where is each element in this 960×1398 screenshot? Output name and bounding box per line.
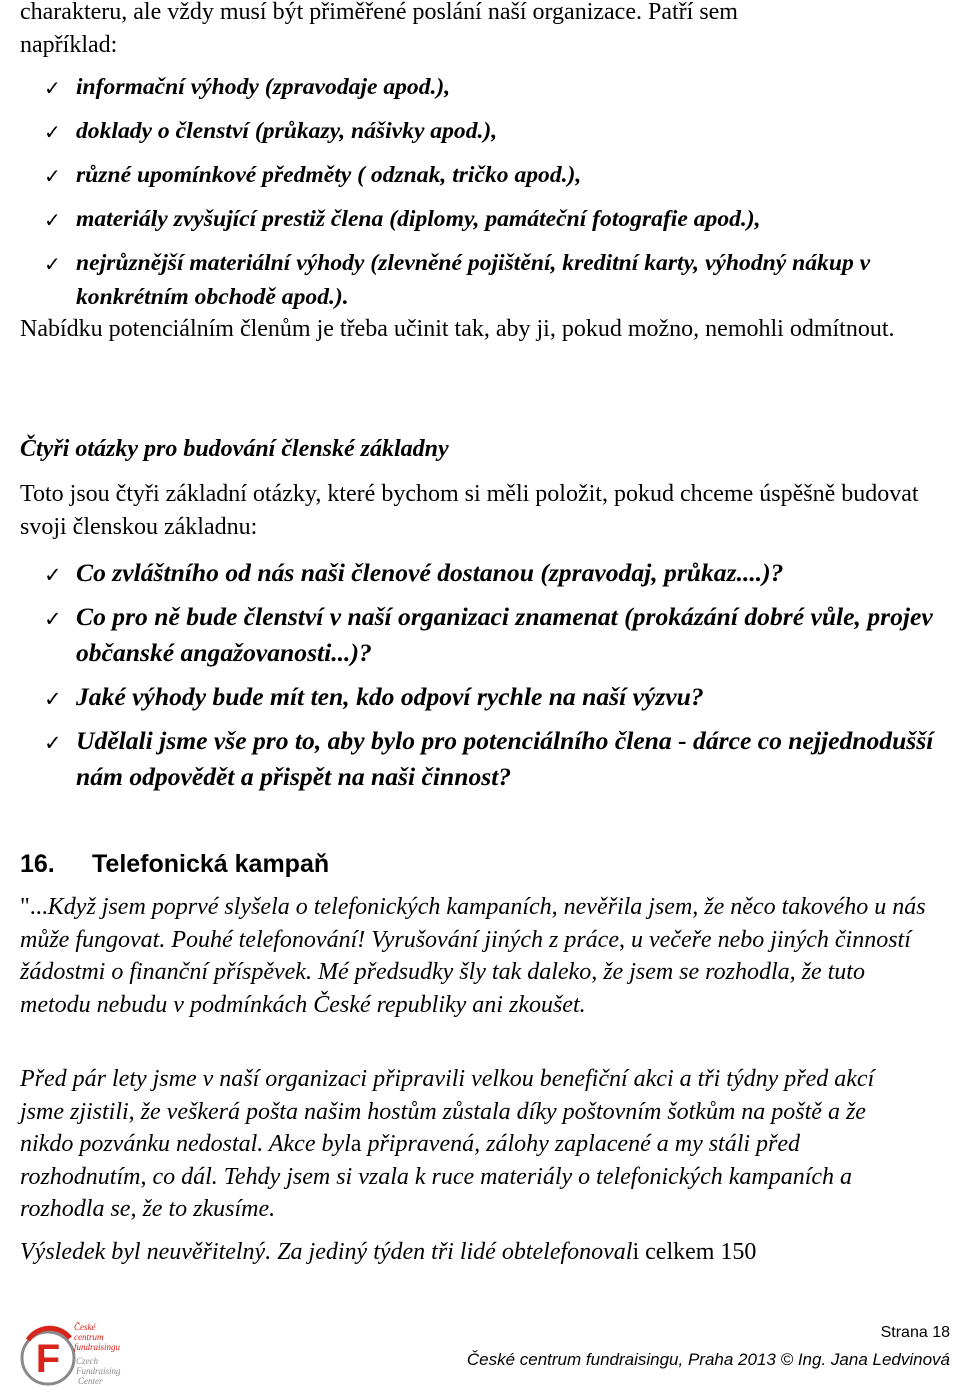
benefit-text: různé upomínkové předměty ( odznak, tričko apod.), bbox=[76, 162, 582, 188]
list-item bbox=[20, 679, 950, 715]
questions-list bbox=[20, 555, 950, 795]
story-p2-text-b: a bbox=[350, 1131, 362, 1157]
questions-intro: Toto jsou čtyři základní otázky, které bychom si měli položit, pokud chceme úspěšně budovat svoji členskou základnu: bbox=[20, 481, 919, 540]
benefits-list bbox=[20, 70, 950, 314]
page-number: Strana 18 bbox=[880, 1324, 950, 1341]
organization-logo bbox=[18, 1314, 128, 1394]
question-text: Jaké výhody bude mít ten, kdo odpoví rychle na naší výzvu? bbox=[76, 682, 704, 711]
check-icon: ✓ bbox=[44, 208, 61, 232]
logo-letter: F bbox=[35, 1337, 61, 1381]
section-heading bbox=[20, 850, 329, 879]
check-icon: ✓ bbox=[44, 563, 62, 587]
story-p1-text: Když jsem poprvé slyšela o telefonických kampaních, nevěřila jsem, že něco takového u nás může fungovat. Pouhé telefonování! Vyrušování jiných z práce, u večeře nebo jiných činností žádostmi o finanční příspěvek. Mé předsudky šly tak daleko, že jsem se rozhodla, že tuto metodu nebudu v podmínkách České republiky ani zkoušet. bbox=[20, 894, 926, 1018]
list-item bbox=[20, 555, 950, 591]
benefit-text: materiály zvyšující prestiž člena (diplomy, památeční fotografie apod.), bbox=[76, 206, 761, 232]
benefit-text: doklady o členství (průkazy, nášivky apod.), bbox=[76, 118, 498, 144]
list-item bbox=[20, 70, 950, 114]
offer-paragraph: Nabídku potenciálním členům je třeba učinit tak, aby ji, pokud možno, nemohli odmítnout. bbox=[20, 316, 895, 342]
check-icon: ✓ bbox=[44, 687, 62, 711]
footer-credit: České centrum fundraisingu, Praha 2013 © Ing. Jana Ledvinová bbox=[466, 1350, 950, 1369]
check-icon: ✓ bbox=[44, 252, 61, 276]
logo-line: Czech bbox=[76, 1356, 98, 1366]
story-p2-text-c: připravená, zálohy zaplacené a my stáli před rozhodnutím, co dál. Tehdy jsem si vzala k ruce materiály o telefonických kampaních a rozhodla se, že to zkusíme. bbox=[20, 1131, 853, 1222]
logo-line: fundraisingu bbox=[74, 1342, 121, 1352]
logo-line: Fundraising bbox=[76, 1366, 121, 1376]
intro-line-2: například: bbox=[20, 31, 118, 58]
check-icon: ✓ bbox=[44, 76, 61, 100]
check-icon: ✓ bbox=[44, 607, 62, 631]
benefit-text: nejrůznější materiální výhody (zlevněné pojištění, kreditní karty, výhodný nákup v konkrétním obchodě apod.). bbox=[76, 250, 871, 310]
list-item bbox=[20, 202, 950, 246]
logo-line: centrum bbox=[74, 1332, 104, 1342]
check-icon: ✓ bbox=[44, 120, 61, 144]
section-title: Telefonická kampaň bbox=[92, 850, 330, 878]
story-paragraph-1 bbox=[20, 891, 940, 1021]
benefit-text: informační výhody (zpravodaje apod.), bbox=[76, 74, 451, 100]
intro-paragraph bbox=[20, 0, 738, 61]
check-icon: ✓ bbox=[44, 731, 62, 755]
list-item bbox=[20, 599, 950, 671]
check-icon: ✓ bbox=[44, 164, 61, 188]
story-p3-text-a: Výsledek byl neuvěřitelný. Za jediný týden tři lidé obtelefonoval bbox=[20, 1239, 633, 1265]
story-paragraph-2 bbox=[20, 1063, 920, 1226]
section-number: 16. bbox=[20, 850, 55, 878]
page-footer bbox=[0, 1310, 960, 1398]
list-item bbox=[20, 114, 950, 158]
list-item bbox=[20, 723, 950, 795]
logo-line: České bbox=[74, 1322, 96, 1332]
story-p2-text-a: Před pár lety jsme v naší organizaci připravili velkou benefiční akci a tři týdny před akcí jsme zjistili, že veškerá pošta našim hostům zůstala díky poštovním šotkům na poště a že nikdo pozvánku nedostal. Akce byl bbox=[20, 1066, 875, 1157]
story-paragraph-3 bbox=[20, 1236, 940, 1269]
question-text: Co pro ně bude členství v naší organizaci znamenat (prokázání dobré vůle, projev občanské angažovanosti...)? bbox=[76, 602, 933, 667]
list-item bbox=[20, 158, 950, 202]
question-text: Co zvláštního od nás naši členové dostanou (zpravodaj, průkaz....)? bbox=[76, 558, 784, 587]
story-quote-open: "... bbox=[20, 894, 48, 920]
logo-line: Center bbox=[78, 1376, 103, 1386]
list-item bbox=[20, 246, 950, 314]
story-p3-text-b: i celkem 150 bbox=[632, 1239, 757, 1265]
intro-line-1: charakteru, ale vždy musí být přiměřené poslání naší organizace. Patří sem bbox=[20, 0, 738, 25]
questions-heading: Čtyři otázky pro budování členské základny bbox=[20, 436, 449, 462]
question-text: Udělali jsme vše pro to, aby bylo pro potenciálního člena - dárce co nejjednodušší nám odpovědět a přispět na naši činnost? bbox=[76, 726, 934, 791]
